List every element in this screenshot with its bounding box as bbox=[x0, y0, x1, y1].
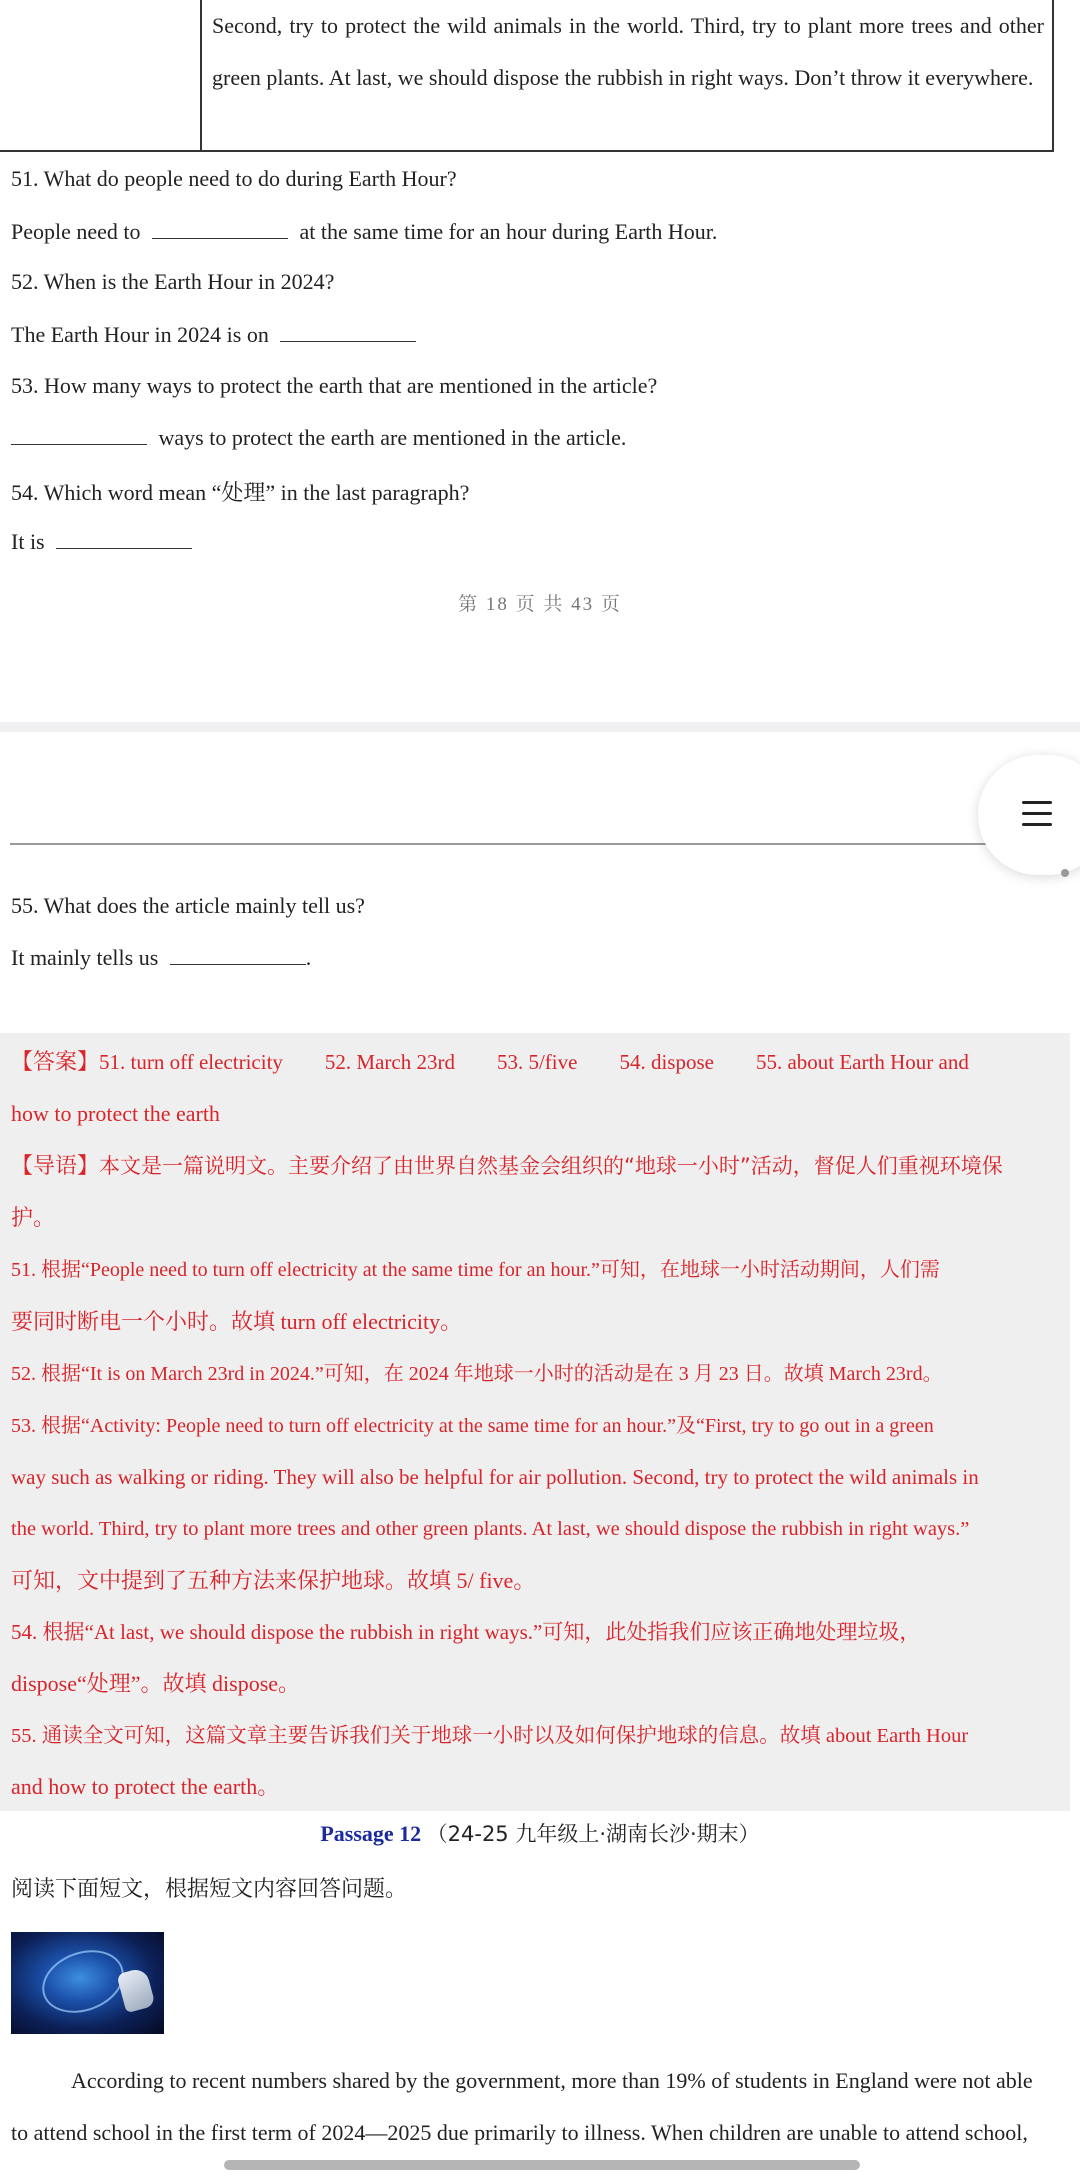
answer-blank-55 bbox=[170, 944, 306, 965]
table-cell-text: Second, try to protect the wild animals in the world. Third, try to plant more trees and other green plants. At last, we should dispose the rubbish in right ways. Don’t throw it everywhere. bbox=[212, 13, 1044, 90]
guide-line-2 bbox=[11, 1192, 1069, 1245]
question-51: 51. What do people need to do during Earth Hour? bbox=[11, 166, 457, 191]
answer-label: 【答案】 bbox=[11, 1050, 100, 1075]
answer-blank-53 bbox=[11, 424, 147, 445]
question-55: 55. What does the article mainly tell us? bbox=[11, 893, 365, 918]
page-separator bbox=[0, 722, 1080, 732]
explanation-53b: way such as walking or riding. They will also be helpful for air pollution. Second, try to protect the wild animals in bbox=[11, 1465, 979, 1489]
answer-51-suffix: at the same time for an hour during Earth Hour. bbox=[299, 219, 718, 244]
answer-line-54 bbox=[11, 528, 198, 555]
explanation-51b: 要同时断电一个小时。故填 turn off electricity。 bbox=[11, 1309, 463, 1334]
explanation-51a: 51. 根据“People need to turn off electricity at the same time for an hour.”可知，在地球一小时活动期间，人们需 bbox=[11, 1259, 940, 1281]
passage-image bbox=[11, 1932, 164, 2034]
question-53: 53. How many ways to protect the earth that are mentioned in the article? bbox=[11, 373, 658, 398]
passage-number: Passage 12 bbox=[320, 1821, 422, 1846]
answer-blank-54 bbox=[56, 528, 192, 549]
guide-text: 本文是一篇说明文。主要介绍了由世界自然基金会组织的“地球一小时”活动，督促人们重视环境保 bbox=[99, 1154, 1003, 1178]
explanation-53a: 53. 根据“Activity: People need to turn off electricity at the same time for an hour.”及“First, try to go out in a green bbox=[11, 1415, 934, 1437]
answer-item-54: 54. dispose bbox=[619, 1050, 714, 1074]
content-table bbox=[0, 0, 1054, 152]
answer-item-53: 53. 5/five bbox=[496, 1050, 578, 1074]
guide-label: 【导语】 bbox=[11, 1154, 100, 1179]
document-page bbox=[0, 0, 1080, 722]
explanation-53d: 可知，文中提到了五种方法来保护地球。故填 5/ five。 bbox=[11, 1568, 536, 1593]
answer-54-prefix: It is bbox=[11, 529, 45, 554]
answer-52-prefix: The Earth Hour in 2024 is on bbox=[11, 322, 269, 347]
header-rule bbox=[10, 843, 990, 845]
answer-line-51 bbox=[11, 218, 717, 245]
explanation-53c: the world. Third, try to plant more trees and other green plants. At last, we should dispose the rubbish in right ways.” bbox=[11, 1518, 970, 1540]
explanation-55b: and how to protect the earth。 bbox=[11, 1774, 280, 1799]
page-number-footer: 第 18 页 共 43 页 bbox=[458, 594, 622, 615]
passage-title bbox=[0, 1818, 1080, 1848]
answer-item-52: 52. March 23rd bbox=[324, 1050, 455, 1074]
answer-line-52 bbox=[11, 321, 422, 348]
answer-line-53 bbox=[11, 424, 626, 451]
explanation-54b: dispose“处理”。故填 dispose。 bbox=[11, 1671, 301, 1696]
question-54-text: 54. Which word mean “处理” in the last paragraph? bbox=[11, 480, 470, 505]
horizontal-scrollbar[interactable] bbox=[224, 2160, 860, 2170]
question-52: 52. When is the Earth Hour in 2024? bbox=[11, 269, 335, 294]
scroll-indicator-dot bbox=[1061, 869, 1069, 877]
answer-55-prefix: It mainly tells us bbox=[11, 945, 159, 970]
answer-51-prefix: People need to bbox=[11, 219, 141, 244]
answer-line-55 bbox=[11, 944, 311, 971]
explanation-52: 52. 根据“It is on March 23rd in 2024.”可知，在 2024 年地球一小时的活动是在 3 月 23 日。故填 March 23rd。 bbox=[11, 1363, 943, 1385]
question-54 bbox=[11, 476, 469, 507]
answer-key-line-2: how to protect the earth bbox=[11, 1101, 220, 1126]
answer-item-51: 51. turn off electricity bbox=[99, 1050, 283, 1074]
passage-source: （24-25 九年级上·湖南长沙·期末） bbox=[426, 1822, 760, 1846]
answer-blank-52 bbox=[280, 321, 416, 342]
answer-blank-51 bbox=[152, 218, 288, 239]
menu-button[interactable] bbox=[978, 755, 1080, 875]
answer-key-line bbox=[11, 1036, 1069, 1089]
table-cell-left bbox=[0, 0, 202, 150]
passage-paragraph-line-2: to attend school in the first term of 2024—2025 due primarily to illness. When children are unable to attend school, bbox=[11, 2120, 1028, 2145]
explanation-54a: 54. 根据“At last, we should dispose the rubbish in right ways.”可知，此处指我们应该正确地处理垃圾， bbox=[11, 1620, 921, 1644]
answer-55-suffix: . bbox=[305, 945, 312, 970]
answer-item-55: 55. about Earth Hour and bbox=[755, 1050, 969, 1074]
answer-53-suffix: ways to protect the earth are mentioned in the article. bbox=[158, 425, 627, 450]
passage-paragraph-line-1: According to recent numbers shared by the government, more than 19% of students in England were not able bbox=[71, 2068, 1033, 2093]
guide-text-2: 护。 bbox=[11, 1206, 56, 1231]
guide-line bbox=[11, 1140, 1069, 1193]
explanation-55a: 55. 通读全文可知，这篇文章主要告诉我们关于地球一小时以及如何保护地球的信息。故填 about Earth Hour bbox=[11, 1725, 969, 1747]
reading-instruction: 阅读下面短文，根据短文内容回答问题。 bbox=[11, 1877, 408, 1902]
